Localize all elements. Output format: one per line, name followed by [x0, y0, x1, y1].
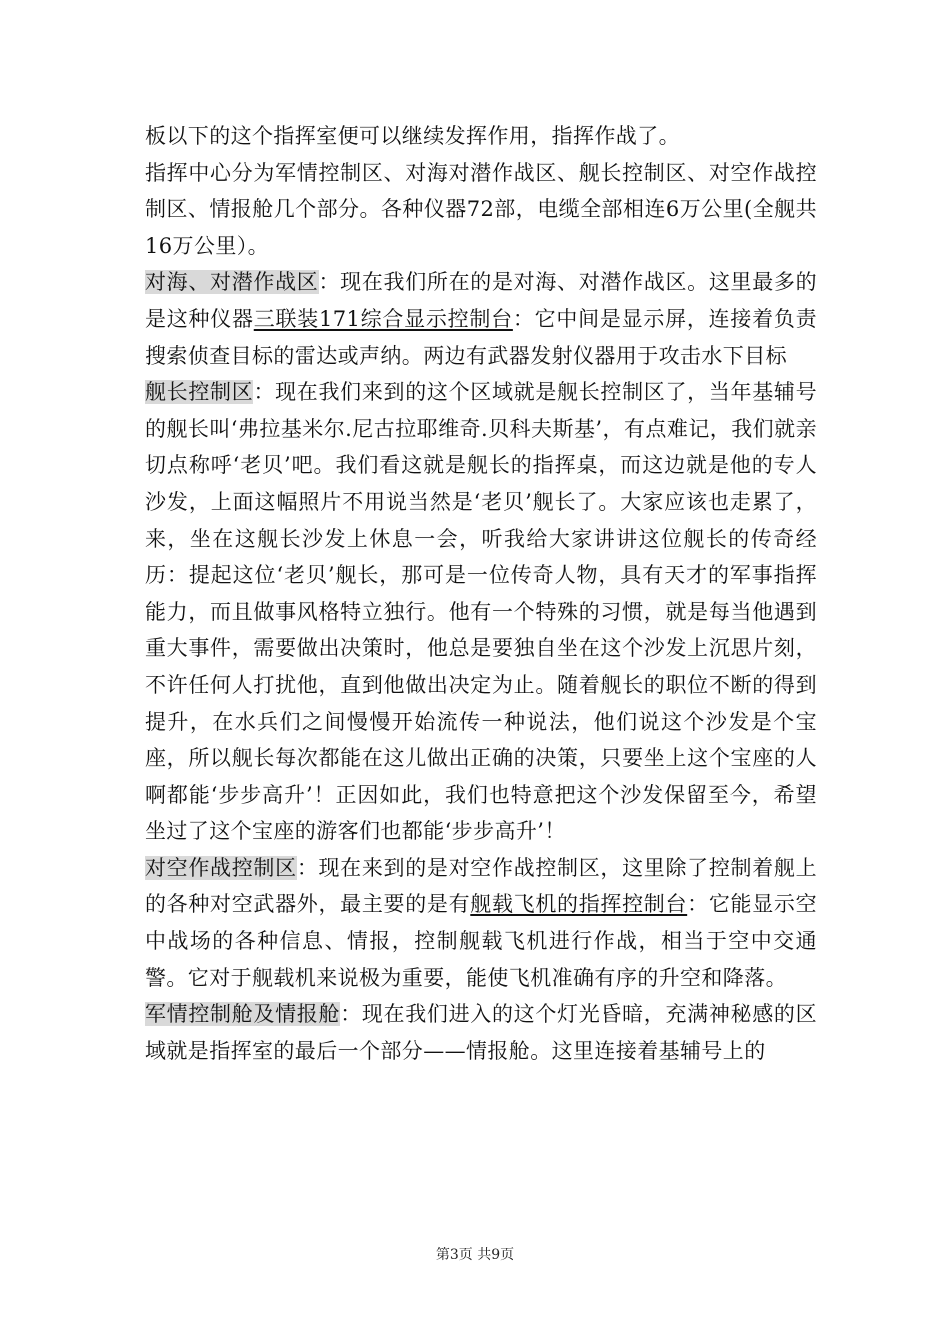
paragraph-captain-control-zone [145, 374, 817, 850]
paragraph-text: ：现在我们所在的是对海、对潜作战区。这里最多的是这种仪器 [145, 270, 817, 331]
underlined-term: 舰载飞机的指挥控制台 [470, 892, 688, 917]
document-body [145, 118, 817, 1069]
section-heading-highlight: 对海、对潜作战区 [145, 270, 319, 295]
paragraph-command-room-intro [145, 118, 817, 155]
paragraph-command-center-overview [145, 155, 817, 265]
paragraph-text: ：现在我们来到的这个区域就是舰长控制区了，当年基辅号的舰长叫‘弗拉基米尔.尼古拉耶维奇.贝科夫斯基’，有点难记，我们就亲切点称呼‘老贝’吧。我们看这就是舰长的指挥桌，而这边就是他的专人沙发，上面这幅照片不用说当然是‘老贝’舰长了。大家应该也走累了，来，坐在这舰长沙发上休息一会，听我给大家讲讲这位舰长的传奇经历：提起这位‘老贝’舰长，那可是一位传奇人物，具有天才的军事指挥能力，而且做事风格特立独行。他有一个特殊的习惯，就是每当他遇到重大事件，需要做出决策时，他总是要独自坐在这个沙发上沉思片刻，不许任何人打扰他，直到他做出决定为止。随着舰长的职位不断的得到提升，在水兵们之间慢慢开始流传一种说法，他们说这个沙发是个宝座，所以舰长每次都能在这儿做出正确的决策，只要坐上这个宝座的人啊都能‘步步高升’！正因如此，我们也特意把这个沙发保留至今，希望坐过了这个宝座的游客们也都能‘步步高升’！ [145, 380, 817, 844]
paragraph-text: ：现在我们进入的这个灯光昏暗，充满神秘感的区域就是指挥室的最后一个部分——情报舱。这里连接着基辅号上的 [145, 1002, 817, 1063]
paragraph-intelligence-cabin [145, 996, 817, 1069]
section-heading-highlight: 对空作战控制区 [145, 855, 297, 880]
page-footer: 第3页 共9页 [435, 1247, 515, 1263]
underlined-term: 三联装171综合显示控制台 [253, 306, 513, 331]
paragraph-text: 板以下的这个指挥室便可以继续发挥作用，指挥作战了。 [145, 124, 680, 148]
paragraph-text: ：它中间是显示屏，连接着负责搜索侦查目标的雷达或声纳。两边有武器发射仪器用于攻击水下目标 [145, 306, 817, 368]
paragraph-text: ：它能显示空中战场的各种信息、情报，控制舰载飞机进行作战，相当于空中交通警。它对于舰载机来说极为重要，能使飞机准确有序的升空和降落。 [145, 892, 818, 990]
paragraph-text: ：现在来到的是对空作战控制区，这里除了控制着舰上的各种对空武器外，最主要的是有 [145, 855, 817, 917]
paragraph-anti-air-zone [145, 850, 817, 996]
section-heading-highlight: 舰长控制区 [145, 380, 254, 405]
paragraph-text: 指挥中心分为军情控制区、对海对潜作战区、舰长控制区、对空作战控制区、情报舱几个部分。各种仪器72部，电缆全部相连6万公里(全舰共16万公里）。 [145, 160, 817, 258]
section-heading-highlight: 军情控制舱及情报舱 [145, 1002, 341, 1027]
paragraph-anti-sea-submarine-zone [145, 264, 817, 374]
